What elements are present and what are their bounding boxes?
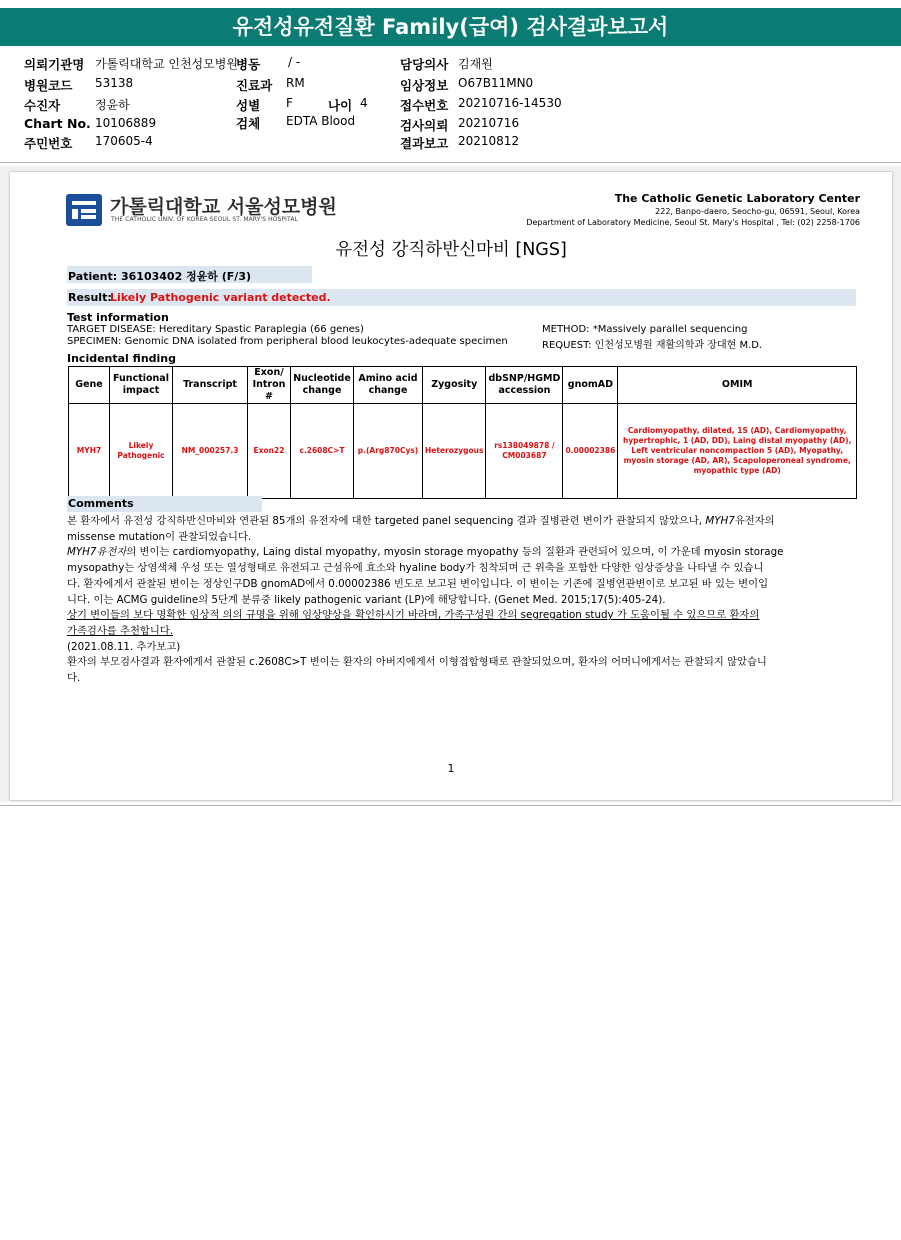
table-header: Amino acid change (354, 367, 423, 404)
target-disease: TARGET DISEASE: Hereditary Spastic Paraplegia (66 genes) (67, 324, 364, 335)
cell-amino-acid-change: p.(Arg870Cys) (354, 404, 423, 499)
value-doctor: 김재원 (458, 57, 493, 71)
document-title: 유전성 강직하반신마비 [NGS] (335, 240, 567, 260)
table-header: Transcript (173, 367, 248, 404)
cell-exon: Exon22 (248, 404, 291, 499)
label-result-report-date: 결과보고 (400, 136, 449, 151)
comments-heading: Comments (68, 497, 134, 510)
method: METHOD: *Massively parallel sequencing (542, 324, 748, 335)
table-header: Functional impact (110, 367, 173, 404)
table-header: Exon/ Intron # (248, 367, 291, 404)
comment-line: 다. 환자에게서 관찰된 변이는 정상인구DB gnomAD에서 0.00002386 빈도로 보고된 변이입니다. 이 변이는 기존에 질병연관변이로 보고된 바 있는 변이입 (67, 577, 769, 590)
label-test-request-date: 검사의뢰 (400, 118, 449, 133)
table-header: OMIM (618, 367, 857, 404)
table-row (69, 404, 857, 499)
cell-gnomad: 0.00002386 (563, 404, 618, 499)
divider (0, 805, 901, 806)
cell-dbsnp-hgmd: rs138049878 / CM003687 (486, 404, 563, 499)
cell-gene: MYH7 (69, 404, 110, 499)
value-requesting-institution: 가톨릭대학교 인천성모병원 (95, 57, 238, 71)
value-patient-name: 정윤하 (95, 98, 130, 112)
report-title: 유전성유전질환 Family(급여) 검사결과보고서 (232, 15, 669, 39)
value-resident-number: 170605-4 (95, 134, 153, 148)
lab-address: 222, Banpo-daero, Seocho-gu, 06591, Seoul, Korea (655, 207, 860, 216)
page-number: 1 (447, 762, 455, 775)
value-specimen: EDTA Blood (286, 114, 356, 128)
label-doctor: 담당의사 (400, 57, 449, 72)
label-hospital-code: 병원코드 (24, 78, 73, 93)
comment-line: 환자의 부모검사결과 환자에게서 관찰된 c.2608C>T 변이는 환자의 아버지에게서 이형접합형태로 관찰되었으며, 환자의 어머니에게서는 관찰되지 않았습니 (67, 656, 767, 669)
value-test-request-date: 20210716 (458, 116, 520, 130)
request: REQUEST: 인천성모병원 재활의학과 장대현 M.D. (542, 340, 763, 351)
patient-info-panel (0, 52, 901, 162)
label-receipt-number: 접수번호 (400, 98, 449, 113)
value-result-report-date: 20210812 (458, 134, 520, 148)
label-specimen: 검체 (236, 116, 261, 131)
table-header: Nucleotide change (291, 367, 354, 404)
result-value: Likely Pathogenic variant detected. (110, 291, 331, 304)
comment-line: 니다. 이는 ACMG guideline의 5단계 분류중 likely pathogenic variant (LP)에 해당합니다. (Genet Med. 2015;17(5):405-24). (67, 593, 666, 606)
cell-nucleotide-change: c.2608C>T (291, 404, 354, 499)
result-label: Result: (68, 291, 112, 304)
divider (0, 162, 901, 163)
comment-line (67, 514, 857, 530)
label-requesting-institution: 의뢰기관명 (24, 57, 85, 72)
label-age: 나이 (328, 98, 353, 113)
value-clinical-info: O67B11MN0 (458, 76, 534, 90)
incidental-heading: Incidental finding (67, 352, 176, 365)
cell-functional-impact: Likely Pathogenic (110, 404, 173, 499)
table-header: Gene (69, 367, 110, 404)
comment-line: 상기 변이들의 보다 명확한 임상적 의의 규명을 위해 임상양상을 확인하시기 바라며, 가족구성원 간의 segregation study 가 도움이될 수 있으므로 환자의 (67, 609, 760, 622)
label-department: 진료과 (236, 78, 273, 93)
comments-body (67, 514, 857, 687)
comment-text: 본 환자에서 유전성 강직하반신마비와 연관된 85개의 유전자에 대한 targeted panel sequencing 결과 질병관련 변이가 관찰되지 않았으나, (67, 515, 703, 527)
value-receipt-number: 20210716-14530 (458, 96, 562, 110)
label-resident-number: 주민번호 (24, 136, 73, 151)
hospital-logo-icon (66, 194, 102, 226)
report-title-bar (0, 8, 901, 46)
variant-table (68, 366, 857, 499)
value-chart-no: 10106889 (95, 116, 157, 130)
value-ward: / - (288, 55, 301, 69)
cell-transcript: NM_000257.3 (173, 404, 248, 499)
table-header: Zygosity (423, 367, 486, 404)
comment-line: 가족검사를 추천합니다. (67, 624, 174, 637)
specimen: SPECIMEN: Genomic DNA isolated from peripheral blood leukocytes-adequate specimen (67, 336, 508, 347)
label-clinical-info: 임상정보 (400, 78, 449, 93)
label-ward: 병동 (236, 57, 261, 72)
gene-name: MYH7 (705, 515, 735, 527)
value-sex: F (286, 96, 293, 110)
test-info-heading: Test information (67, 311, 169, 324)
label-patient-name: 수진자 (24, 98, 61, 113)
value-department: RM (286, 76, 305, 90)
comment-line: mysopathy는 상염색체 우성 또는 열성형태로 유전되고 근섬유에 효소와 hyaline body가 침착되며 근 위축을 포함한 다양한 임상증상을 나타낼 수 있습니 (67, 562, 764, 575)
cell-omim: Cardiomyopathy, dilated, 1S (AD), Cardiomyopathy, hypertrophic, 1 (AD, DD), Laing distal myopathy (AD), Left ventricular noncompaction 5 (AD), Myopathy, myosin storage (AD, AR), Scapuloperoneal syndrome, myopathic type (AD) (618, 404, 857, 499)
table-header: gnomAD (563, 367, 618, 404)
comment-line (67, 545, 857, 561)
lab-department: Department of Laboratory Medicine, Seoul St. Mary's Hospital , Tel: (02) 2258-1706 (526, 218, 860, 227)
gene-name: MYH7유전자 (67, 546, 127, 559)
patient-line: Patient: 36103402 정윤하 (F/3) (68, 270, 252, 283)
comment-text: 유전자의 (734, 515, 775, 527)
cell-zygosity: Heterozygous (423, 404, 486, 499)
report-page (10, 172, 892, 800)
comment-text: 의 변이는 cardiomyopathy, Laing distal myopathy, myosin storage myopathy 등의 질환과 관련되어 있으며, 이 가운데 myosin storage (126, 546, 784, 559)
comment-line: missense mutation이 관찰되었습니다. (67, 530, 252, 543)
label-sex: 성별 (236, 98, 261, 113)
hospital-name-en: THE CATHOLIC UNIV. OF KOREA SEOUL ST. MARY'S HOSPITAL (111, 216, 299, 223)
label-chart-no: Chart No. (24, 116, 91, 131)
comment-line: 다. (67, 672, 81, 685)
value-age: 4 (360, 96, 368, 110)
hospital-name-kr: 가톨릭대학교 서울성모병원 (110, 196, 337, 218)
lab-center-name: The Catholic Genetic Laboratory Center (614, 192, 860, 205)
value-hospital-code: 53138 (95, 76, 134, 90)
comment-line: (2021.08.11. 추가보고) (67, 640, 181, 653)
table-header: dbSNP/HGMD accession (486, 367, 563, 404)
